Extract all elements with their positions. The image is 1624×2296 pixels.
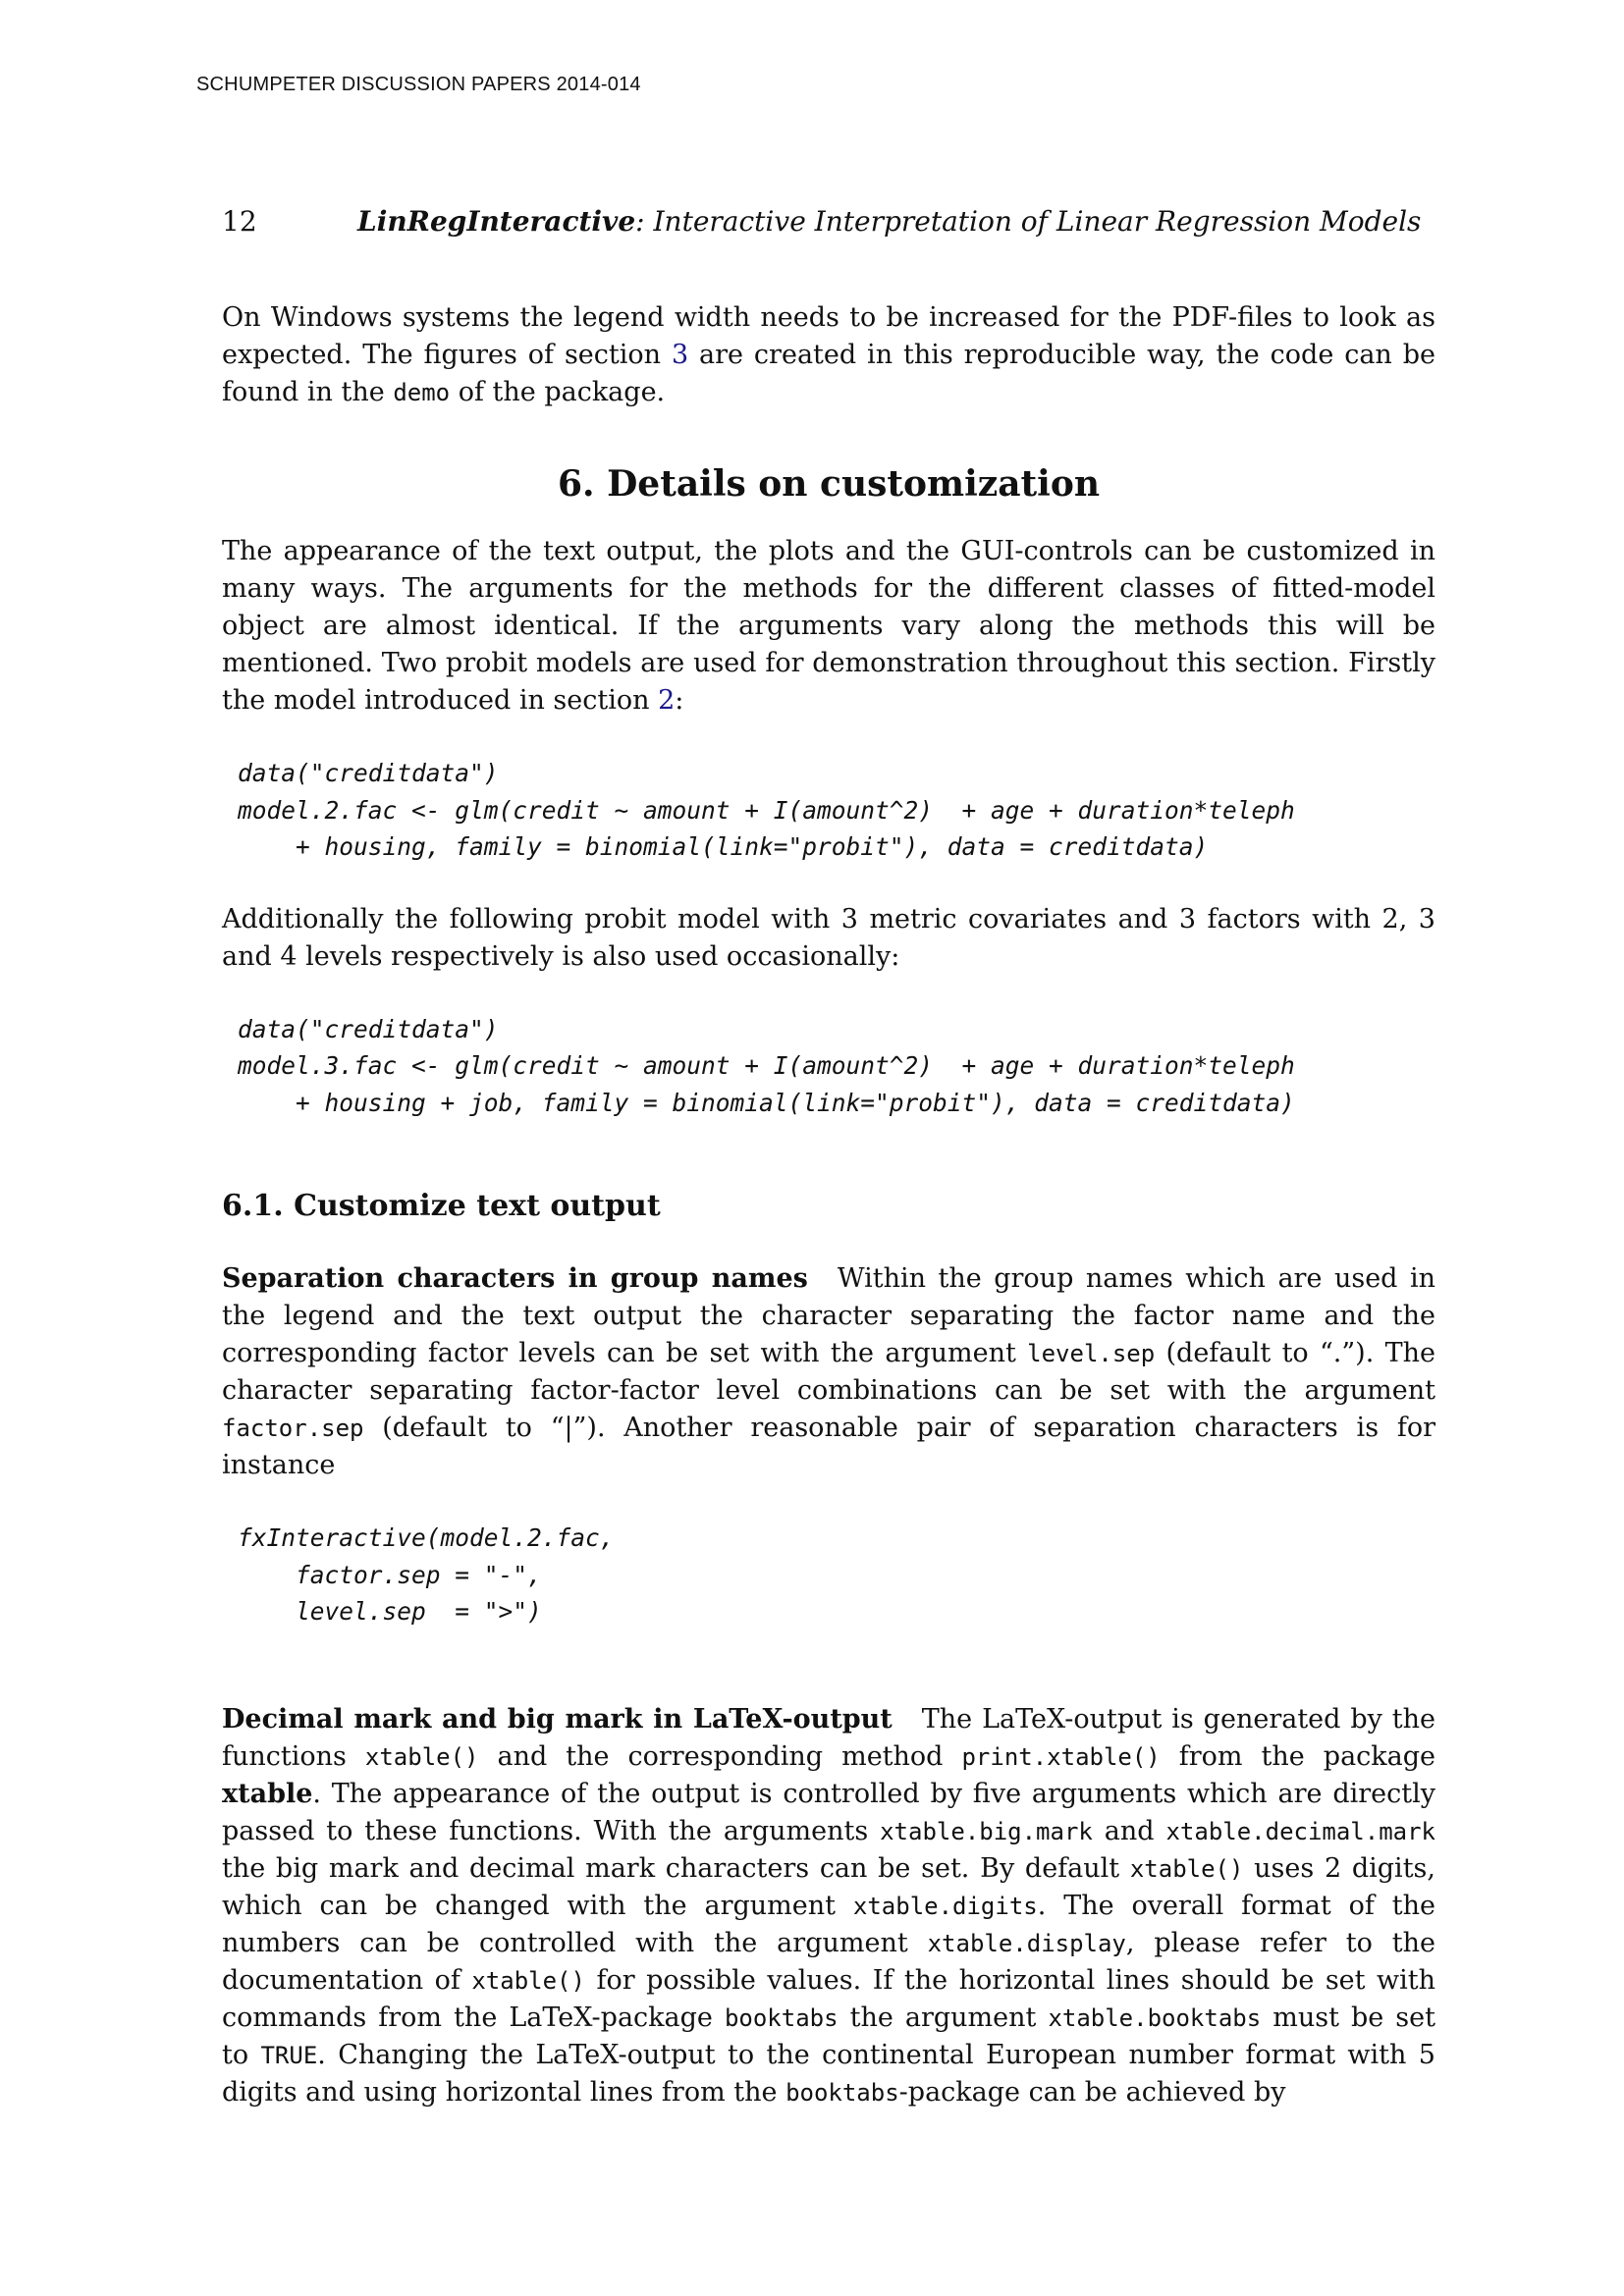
decimal-text-9: , please refer to the documentation of [222, 1927, 1435, 1996]
decimal-text-7: uses 2 digits, which can be changed with the argument [222, 1852, 1435, 1921]
inline-code-booktabs: booktabs [724, 2003, 839, 2032]
latex-logo: LaTeX [535, 2039, 619, 2070]
inline-code-xtable: xtable() [364, 1742, 479, 1771]
header-subtitle: : Interactive Interpretation of Linear Regression Models [635, 205, 1422, 238]
decimal-text-10: for possible values. If the horizontal lines should be set with commands from the [222, 1964, 1435, 2033]
code-block-model-3: data("creditdata") model.3.fac <- glm(credit ~ amount + I(amount^2) + age + duration*teleph + housing + job, family = binomial(link="probit"), data = creditdata) [238, 1014, 1295, 1117]
page-number: 12 [222, 205, 257, 238]
code-block-fxinteractive: fxInteractive(model.2.fac, factor.sep = "-", level.sep = ">") [238, 1523, 615, 1626]
latex-logo: LaTeX [509, 2002, 592, 2033]
decimal-text-1b: -output is generated by the functions [222, 1703, 1435, 1772]
section-3-link[interactable]: 3 [671, 340, 689, 370]
code-block-model-2: data("creditdata") model.2.fac <- glm(credit ~ amount + I(amount^2) + age + duration*teleph + housing, family = binomial(link="probit"), data = creditdata) [238, 759, 1295, 861]
section-6-text: The appearance of the text output, the plots and the GUI-controls can be customized in many ways. The arguments for the methods for the different classes of fitted-model object are almost identical. If the arguments vary along the methods this will be mentioned. Two probit models are used for demonstration throughout this section. Firstly the model introduced in section [222, 536, 1435, 716]
section-2-link[interactable]: 2 [658, 685, 676, 716]
separation-text-1: Within the group names which are used in the legend and the text output the character separating the factor name and the corresponding factor levels can be set with the argument [222, 1263, 1435, 1368]
decimal-text-4: . The appearance of the output is controlled by five arguments which are directly passed to these functions. With the arguments [222, 1778, 1435, 1846]
decimal-text-14: . Changing the [317, 2039, 536, 2070]
inline-code-xtable: xtable() [471, 1966, 585, 1995]
running-header [222, 202, 1435, 241]
inline-code-demo: demo [393, 379, 451, 406]
decimal-text-1a: The [921, 1703, 983, 1735]
inline-code-xtable-big-mark: xtable.big.mark [880, 1817, 1093, 1845]
section-6-paragraph-2: Additionally the following probit model with 3 metric covariates and 3 factors with 2, 3 and 4 levels respectively is also used occasionally: [222, 903, 1435, 972]
inline-code-booktabs: booktabs [785, 2078, 899, 2107]
decimal-mark-paragraph-heading [222, 1704, 893, 1735]
inline-code-xtable-decimal-mark: xtable.decimal.mark [1165, 1817, 1436, 1845]
page-body [222, 299, 1435, 2111]
decimal-text-15: -output to the continental European number format with 5 digits and using horizontal lines from the [222, 2039, 1435, 2108]
separation-text-3: (default to “|”). Another reasonable pair of separation characters is for instance [222, 1413, 1435, 1480]
inline-code-xtable-digits: xtable.digits [852, 1892, 1038, 1920]
decimal-heading-text-a: Decimal mark and big mark in [222, 1703, 693, 1735]
inline-code-factor-sep: factor.sep [222, 1415, 364, 1442]
decimal-heading-text-b: -output [782, 1703, 893, 1735]
latex-logo: LaTeX [692, 1703, 783, 1735]
header-package-name: LinRegInteractive [357, 205, 636, 238]
package-name-xtable: xtable [222, 1778, 313, 1809]
decimal-text-11: -package [591, 2002, 725, 2033]
separation-paragraph [222, 1260, 1435, 1484]
decimal-text-2: and the corresponding method [478, 1740, 962, 1772]
inline-code-print-xtable: print.xtable() [961, 1742, 1161, 1771]
series-banner: SCHUMPETER DISCUSSION PAPERS 2014-014 [196, 74, 641, 95]
separation-text-2: (default to “.”). The character separating factor-factor level combinations can be set with the argument [222, 1338, 1435, 1406]
inline-code-level-sep: level.sep [1027, 1340, 1156, 1367]
decimal-text-3: from the package [1160, 1740, 1436, 1772]
decimal-text-13: must be set to [222, 2002, 1435, 2070]
inline-code-xtable: xtable() [1129, 1854, 1244, 1883]
decimal-mark-paragraph [222, 1701, 1435, 2111]
decimal-text-12: the argument [838, 2002, 1049, 2033]
intro-text-3: of the package. [450, 377, 666, 407]
intro-paragraph [222, 299, 1435, 411]
latex-logo: LaTeX [982, 1703, 1065, 1735]
section-6-paragraph-1 [222, 533, 1435, 720]
decimal-text-6: the big mark and decimal mark characters can be set. By default [222, 1852, 1130, 1884]
section-6-heading: 6. Details on customization [557, 463, 1101, 505]
decimal-text-16: -package can be achieved by [898, 2076, 1286, 2108]
intro-text-1: On Windows systems the legend width needs to be increased for the PDF-files to look as expected. The figures of section [222, 302, 1435, 370]
intro-text-2: are created in this reproducible way, the code can be found in the [222, 340, 1435, 407]
decimal-text-5: and [1092, 1815, 1166, 1846]
decimal-text-8: . The overall format of the numbers can be controlled with the argument [222, 1890, 1435, 1958]
separation-paragraph-heading: Separation characters in group names [222, 1263, 808, 1294]
subsection-6-1-heading: 6.1. Customize text output [222, 1189, 661, 1223]
section-6-text-end: : [675, 685, 684, 716]
inline-code-true: TRUE [260, 2041, 318, 2069]
inline-code-xtable-booktabs: xtable.booktabs [1048, 2003, 1262, 2032]
inline-code-xtable-display: xtable.display [927, 1929, 1126, 1957]
